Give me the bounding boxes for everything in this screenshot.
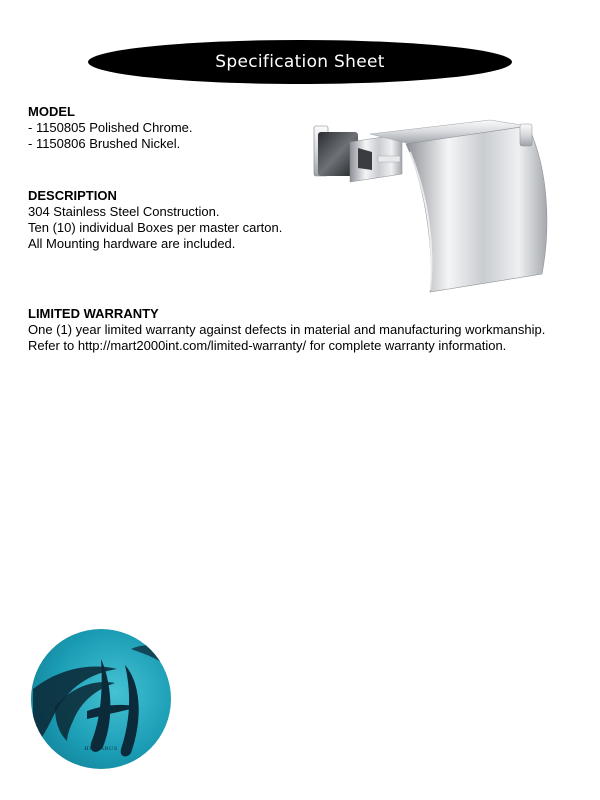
warranty-line: Refer to http://mart2000int.com/limited-warranty/ for complete warranty information. xyxy=(28,338,507,353)
warranty-line: One (1) year limited warranty against defects in material and manufacturing workmanship. xyxy=(28,322,546,337)
description-section xyxy=(28,188,282,252)
model-heading: MODEL xyxy=(28,104,75,119)
logo-text: HICKARUS xyxy=(84,746,118,752)
toilet-paper-holder-icon xyxy=(310,112,560,297)
model-section xyxy=(28,104,193,152)
description-heading: DESCRIPTION xyxy=(28,188,117,203)
warranty-heading: LIMITED WARRANTY xyxy=(28,306,159,321)
model-line: - 1150805 Polished Chrome. xyxy=(28,120,193,135)
page-title: Specification Sheet xyxy=(215,52,385,72)
model-line: - 1150806 Brushed Nickel. xyxy=(28,136,181,151)
product-image xyxy=(310,112,560,297)
description-line: 304 Stainless Steel Construction. xyxy=(28,204,220,219)
description-line: Ten (10) individual Boxes per master carton. xyxy=(28,220,283,235)
header-banner xyxy=(88,40,512,84)
description-line: All Mounting hardware are included. xyxy=(28,236,236,251)
warranty-section xyxy=(28,306,545,354)
brand-logo xyxy=(31,629,171,769)
